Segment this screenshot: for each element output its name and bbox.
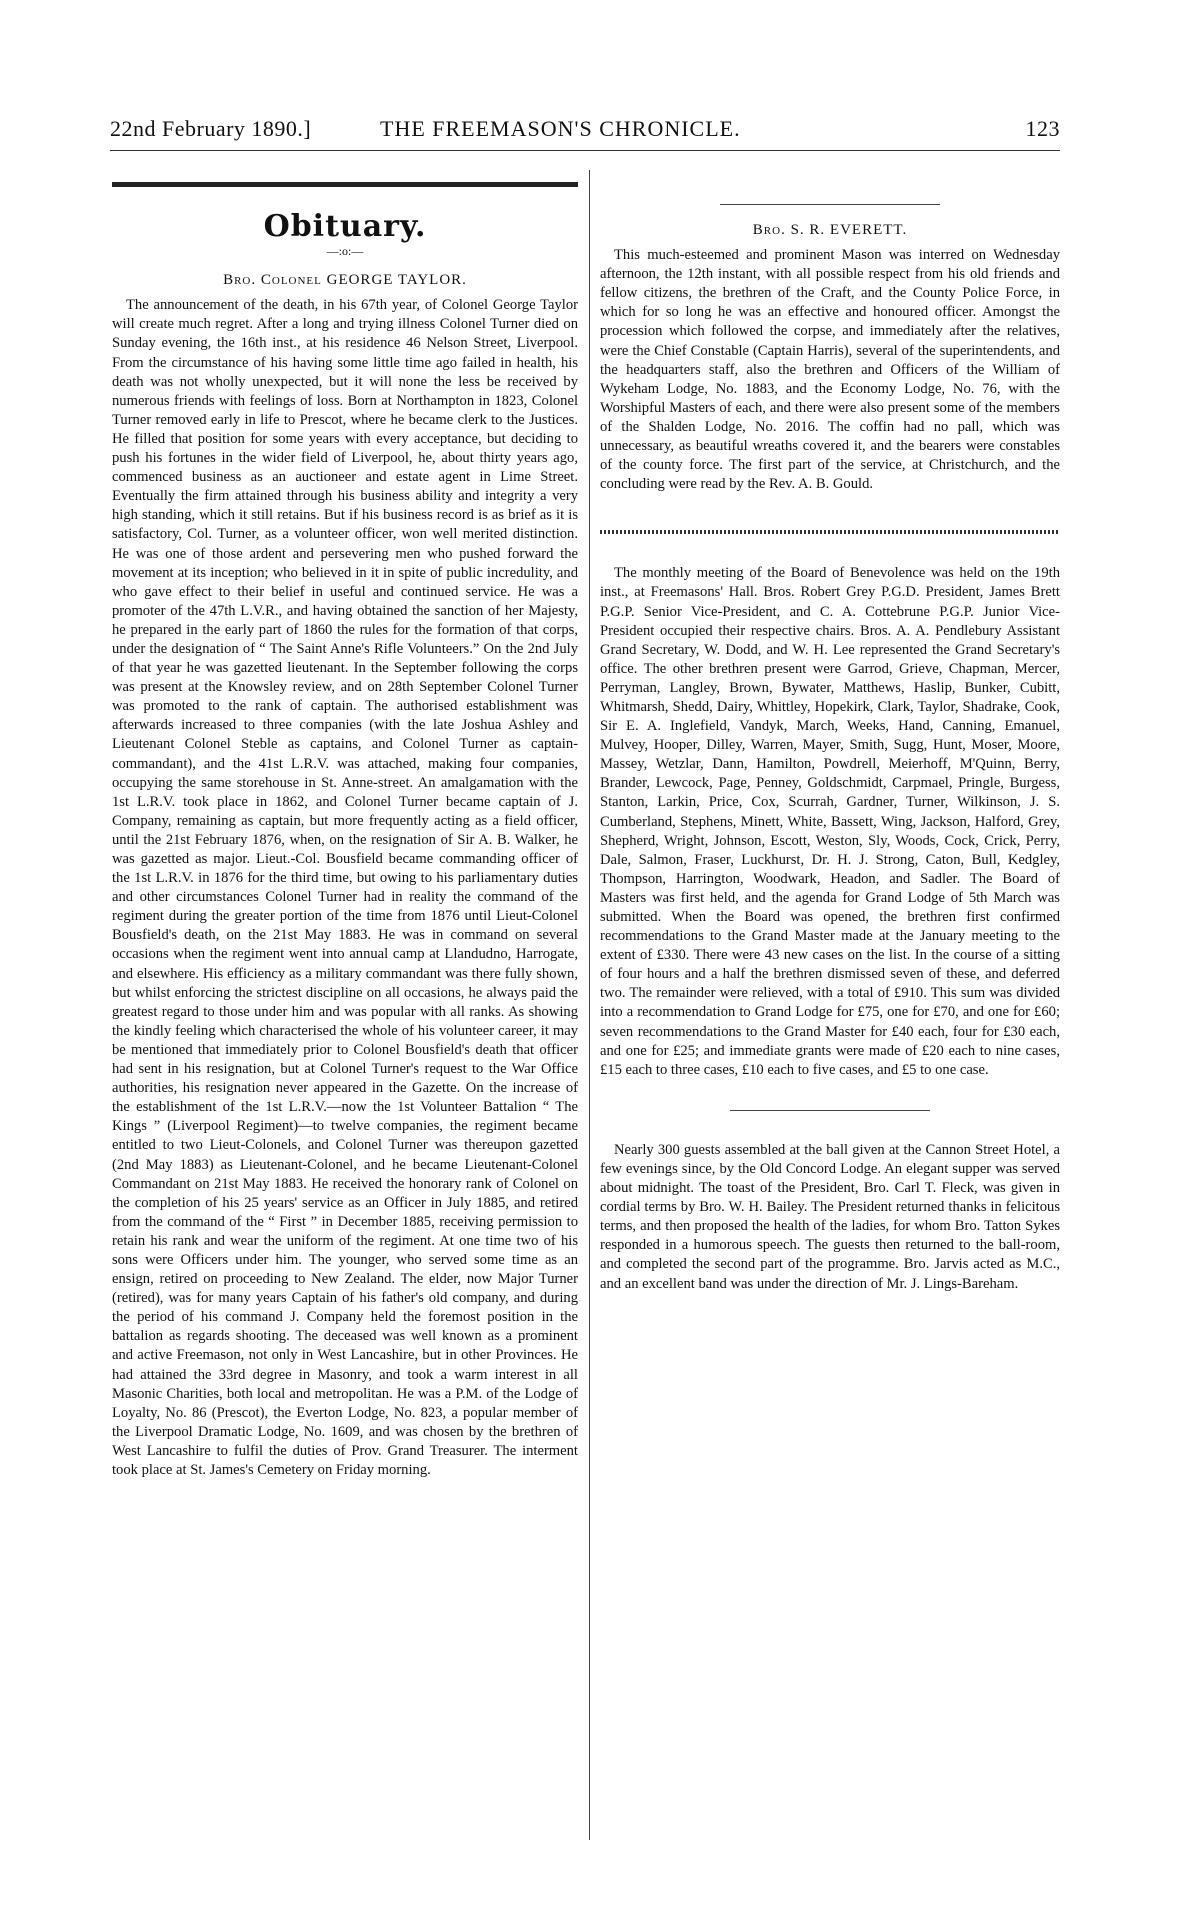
benevolence-article-text: The monthly meeting of the Board of Benevolence was held on the 19th inst., at Freemasons' Hall. Bros. Robert Grey P.G.D. President, James Brett P.G.P. Senior Vice-President, and C. A. Cottebrune P.G.P. Junior Vice-President occupied their respective chairs. Bros. A. A. Pendlebury Assistant Grand Secretary, W. Dodd, and W. H. Lee represented the Grand Secretary's office. The other brethren present were Garrod, Grieve, Chapman, Mercer, Perryman, Langley, Brown, Bywater, Matthews, Haslip, Bunker, Cubitt, Whitmarsh, Shedd, Dairy, Whittley, Hopekirk, Clark, Taylor, Shadrake, Cook, Sir E. A. Inglefield, Vandyk, March, Weeks, Hand, Canning, Emanuel, Mulvey, Hooper, Dilley, Warren, Mayer, Smith, Sugg, Hunt, Moser, Moore, Massey, Wetzlar, Dann, Hamilton, Powdrell, Meierhoff, M'Quinn, Berry, Brander, Lewcock, Page, Penney, Goldschmidt, Carpmael, Pringle, Burgess, Stanton, Larkin, Price, Cox, Scurrah, Gardner, Turner, Wilkinson, J. S. Cumberland, Stephens, Minett, White, Bassett, Wing, Jackson, Halford, Grey, Shepherd, Wright, Johnson, Escott, Weston, Sly, Woods, Cock, Crick, Perry, Dale, Salmon, Fraser, Luckhurst, Dr. H. J. Strong, Caton, Bull, Kedgley, Thompson, Harrington, Woodwark, Headon, and Sadler. The Board of Masters was first held, and the agenda for Grand Lodge of 5th March was submitted. When the Board was opened, the brethren first confirmed recommendations to the Grand Master made at the January meeting to the extent of £330. There were 43 new cases on the list. In the course of a sitting of four hours and a half the brethren dismissed seven of these, and deferred two. The remainder were relieved, with a total of £910. This sum was divided into a recommendation to Grand Lodge for £75, one for £70, and one for £60; seven recommendations to the Grand Master for £40 each, four for £30 each, and one for £25; and immediate grants were made of £20 each to nine cases, £15 each to three cases, £10 each to five cases, and £5 to one case. (600, 565, 1060, 1078)
everett-article-text: This much-esteemed and prominent Mason was interred on Wednesday afternoon, the 12th instant, with all possible respect from his old friends and fellow citizens, the brethren of the Craft, and the County Police Force, in which for so long he was an effective and honoured officer. Amongst the procession which followed the corpse, and immediately after the relatives, were the Chief Constable (Captain Harris), several of the superintendents, and the headquarters staff, also the brethren and Officers of the William of Wykeham Lodge, No. 1883, and the Economy Lodge, No. 76, with the Worshipful Masters of each, and there were also present some of the members of the Shalden Lodge, No. 2016. The coffin had no pall, which was unnecessary, as beautiful wreaths covered it, and the bearers were constables of the county force. The first part of the service, at Christchurch, and the concluding were read by the Rev. A. B. Gould. (600, 247, 1060, 493)
obituary-section-title: Obituary. (263, 209, 427, 244)
right-column (600, 168, 1060, 1294)
publication-title: THE FREEMASON'S CHRONICLE. (380, 116, 741, 141)
divider-rule (730, 1110, 930, 1111)
everett-heading: Bro. S. R. EVERETT. (752, 222, 908, 238)
section-rule (112, 182, 578, 187)
left-column (112, 168, 578, 1480)
section-ornament: —:o:— (326, 244, 364, 259)
page-header (110, 110, 1060, 151)
taylor-heading: Bro. Colonel GEORGE TAYLOR. (223, 272, 467, 289)
issue-date: 22nd February 1890.] (110, 116, 312, 141)
page-number: 123 (1025, 116, 1060, 141)
column-divider (589, 170, 590, 1840)
ball-article-text: Nearly 300 guests assembled at the ball given at the Cannon Street Hotel, a few evenings since, by the Old Concord Lodge. An elegant supper was served about midnight. The toast of the President, Bro. Carl T. Fleck, was given in cordial terms by Bro. W. H. Bailey. The President returned thanks in felicitous terms, and then proposed the health of the ladies, for whom Bro. Tatton Sykes responded in a humorous speech. The guests then returned to the ball-room, and completed the second part of the programme. Bro. Jarvis acted as M.C., and an excellent band was under the direction of Mr. J. Lings-Bareham. (600, 1141, 1060, 1292)
taylor-article-text: The announcement of the death, in his 67th year, of Colonel George Taylor will create much regret. After a long and trying illness Colonel Turner died on Sunday evening, the 16th inst., at his residence 46 Nelson Street, Liverpool. From the circumstance of his having some little time ago failed in health, his death was not wholly unexpected, but it will none the less be received by numerous friends with feelings of loss. Born at Northampton in 1823, Colonel Turner removed early in life to Prescot, where he became clerk to the Justices. He filled that position for some years with every acceptance, but deciding to push his fortunes in the wider field of Liverpool, he, about thirty years ago, commenced business as an auctioneer and estate agent in Lime Street. Eventually the firm attained through his business ability and integrity a very high standing, which it still retains. But if his business record is as brief as it is satisfactory, Col. Turner, as a volunteer officer, won well merited distinction. He was one of those ardent and persevering men who pushed forward the movement at its inception; who believed in it in spite of public incredulity, and who gave effect to their belief in useful and continued service. He was a promoter of the 47th L.V.R., and having obtained the sanction of her Majesty, he prepared in the early part of 1860 the rules for the formation of that corps, under the designation of “ The Saint Anne's Rifle Volunteers.” On the 2nd July of that year he was gazetted lieutenant. In the September following the corps was present at the Knowsley review, and on 28th September Colonel Turner was promoted to the rank of captain. The authorised establishment was afterwards increased to three companies (with the late Joshua Ashley and Lieutenant Colonel Steble as captains, and Colonel Turner as captain-commandant), and the 41st L.R.V. was attached, making four companies, occupying the same storehouse in St. Anne-street. An amalgamation with the 1st L.R.V. took place in 1862, and Colonel Turner became captain of J. Company, remaining as captain, but more frequently acting as a field officer, until the 21st February 1876, when, on the resignation of Sir A. B. Walker, he was gazetted as major. Lieut.-Col. Bousfield became commanding officer of the 1st L.R.V. in 1876 for the third time, but owing to his parliamentary duties and other circumstances Colonel Turner had in reality the command of the regiment during the greater portion of the time from 1876 until Lieut-Colonel Bousfield's death, on the 21st May 1883. He was in command on several occasions when the regiment went into annual camp at Llandudno, Harrogate, and elsewhere. His efficiency as a military commandant was there fully shown, but whilst enforcing the strictest discipline on all occasions, he always paid the greatest regard to those under him and was popular with all ranks. As showing the kindly feeling which characterised the whole of his volunteer career, it may be mentioned that immediately prior to Colonel Bousfield's death that officer had sent in his resignation, but at Colonel Turner's request to the War Office authorities, his resignation never appeared in the Gazette. On the increase of the establishment of the 1st L.R.V.—now the 1st Volunteer Battalion “ The Kings ” (Liverpool Regiment)—to twelve companies, the regiment became entitled to two Lieut-Colonels, and Colonel Turner was thereupon gazetted (2nd May 1883) as Lieutenant-Colonel, and he became Lieutenant-Colonel Commandant on 21st May 1883. He received the honorary rank of Colonel on the completion of his 25 years' service as an Officer in July 1885, and retired from the command of the “ First ” in December 1885, receiving permission to retain his rank and wear the uniform of the regiment. At one time two of his sons were Officers under him. The younger, who served some time as an ensign, retired on proceeding to New Zealand. The elder, now Major Turner (retired), was for many years Captain of his father's old company, and during the period of his command J. Company held the foremost position in the battalion as regards shooting. The deceased was well known as a prominent and active Freemason, not only in West Lancashire, but in other Provinces. He had attained the 33rd degree in Masonry, and took a warm interest in all Masonic Charities, both local and metropolitan. He was a P.M. of the Lodge of Loyalty, No. 86 (Prescot), the Everton Lodge, No. 823, a popular member of the Liverpool Dramatic Lodge, No. 1609, and was chosen by the brethren of West Lancashire to fulfil the duties of Prov. Grand Treasurer. The interment took place at St. James's Cemetery on Friday morning. (112, 297, 578, 1478)
divider-rule (720, 204, 940, 205)
